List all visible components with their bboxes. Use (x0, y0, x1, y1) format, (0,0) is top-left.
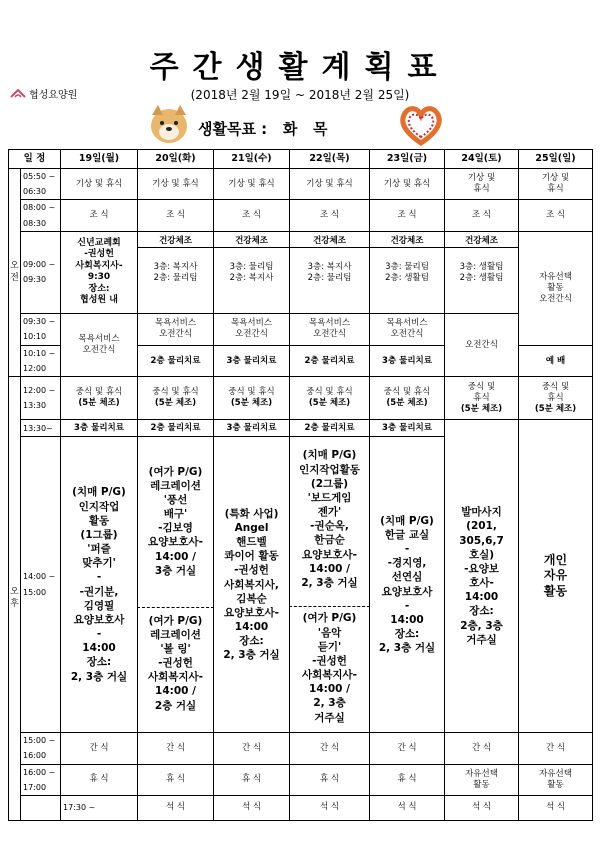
cell-fri-rest: 휴 식 (370, 764, 445, 795)
period-blank (21, 795, 61, 820)
col-header-tue: 20일(화) (138, 150, 214, 169)
thu-exercise5: (5분 체조) (308, 398, 351, 409)
cell-mon-breakfast: 조 식 (61, 200, 138, 231)
cell-fri-snack: 간 식 (370, 733, 445, 764)
sat-health-exercise: 건강체조 (465, 235, 498, 246)
cell-mon-physio: 3층 물리치료 (61, 420, 138, 437)
cell-tue-exercise (138, 231, 214, 313)
cell-fri-dinner: 석 식 (445, 795, 519, 820)
cell-sun-snack-pm: 간 식 (519, 733, 593, 764)
period-am: 오 전 (9, 169, 21, 377)
time-1500: 15:00 ~ 16:00 (21, 733, 61, 764)
cell-thu-breakfast: 조 식 (290, 200, 370, 231)
cell-fri-exercise (370, 231, 445, 313)
cell-thu-bath: 목욕서비스 오전간식 (290, 313, 370, 345)
cell-tue-lunch (138, 377, 214, 420)
cell-sun-wake: 기상 및 휴식 (519, 169, 593, 200)
fri-health-exercise: 건강체조 (390, 235, 424, 246)
cell-tue-breakfast: 조 식 (138, 200, 214, 231)
cell-fri-wake: 기상 및 휴식 (370, 169, 445, 200)
row-wake (9, 169, 593, 200)
col-header-thu: 22일(목) (290, 150, 370, 169)
thu-lunch-label: 중식 및 휴식 (306, 387, 353, 398)
row-lunch (9, 377, 593, 420)
cell-sat-exercise (445, 231, 519, 313)
cell-sat-dinner: 석 식 (519, 795, 593, 820)
heart-wreath-icon (398, 103, 444, 147)
cell-mon-rest: 휴 식 (61, 764, 138, 795)
sat-exercise5: (5분 체조) (460, 403, 503, 414)
cell-wed-program: (특화 사업) Angel 핸드벨 콰이어 활동 -권성헌 사회복지사, 김복순 요양보호사- 14:00 장소: 2, 3층 거실 (214, 437, 290, 733)
tue-health-exercise: 건강체조 (159, 235, 192, 246)
tue-program-bottom: (여가 P/G) 레크레이션 '볼 링' -권성헌 사회복지사- 14:00 / 2층 거실 (147, 614, 204, 712)
cell-mon-program: (치매 P/G) 인지작업 활동 (1그룹) '퍼즐 맞추기' - -권기분, 김영필 요양보호사 - 14:00 장소: 2, 3층 거실 (61, 437, 138, 733)
fri-floor-assign: 3층: 물리팀 2층: 생활팀 (385, 261, 429, 283)
sun-exercise5: (5분 체조) (534, 403, 577, 414)
cell-wed-pm-physio: 3층 물리치료 (214, 420, 290, 437)
row-rest (9, 764, 593, 795)
thu-program-bottom: (여가 P/G) '음악 듣기' -권성헌 사회복지사- 14:00 / 2, 3층 거주실 (301, 612, 358, 724)
cell-sat-lunch (445, 377, 519, 420)
wed-health-exercise: 건강체조 (235, 235, 268, 246)
tue-program-top: (여가 P/G) 레크레이션 '풍선 배구' -김보영 요양보호사- 14:00 / 3층 거실 (147, 465, 204, 577)
cell-wed-snack: 간 식 (214, 733, 290, 764)
life-goal (198, 118, 328, 139)
time-1600: 16:00 ~ 17:00 (21, 764, 61, 795)
row-pm-physio (9, 420, 593, 437)
wed-lunch-label: 중식 및 휴식 (228, 387, 275, 398)
cell-sun-worship: 예 배 (519, 345, 593, 376)
cell-thu-program (290, 437, 370, 733)
header-row (9, 150, 593, 169)
cell-tue-program (138, 437, 214, 733)
time-0550: 05:50 ~ 06:30 (21, 169, 61, 200)
sat-lunch-label: 중식 및 휴식 (467, 381, 496, 403)
wed-floor-assign: 3층: 물리팀 2층: 복지사 (229, 261, 274, 283)
col-header-sat: 24일(토) (445, 150, 519, 169)
col-header-wed: 21일(수) (214, 150, 290, 169)
thu-floor-assign: 3층: 복지사 2층: 물리팀 (307, 261, 352, 283)
cell-tue-bath: 목욕서비스 오전간식 (138, 313, 214, 345)
cell-thu-lunch (290, 377, 370, 420)
cell-thu-physio: 2층 물리치료 (290, 345, 370, 376)
weekly-schedule-table (8, 149, 593, 821)
page-title: 주간생활계획표 (149, 50, 451, 85)
cell-sun-breakfast: 조 식 (519, 200, 593, 231)
time-1200: 12:00 ~ 13:30 (21, 377, 61, 420)
col-header-sun: 25일(일) (519, 150, 593, 169)
col-header-mon: 19일(월) (61, 150, 138, 169)
fri-lunch-label: 중식 및 휴식 (383, 387, 431, 398)
col-header-schedule: 일 정 (9, 150, 61, 169)
cell-tue-rest: 휴 식 (138, 764, 214, 795)
cell-fri-physio: 3층 물리치료 (370, 345, 445, 376)
cell-tue-physio: 2층 물리치료 (138, 345, 214, 376)
cell-sun-free: 개인 자유 활동 (519, 420, 593, 733)
sat-floor-assign: 3층: 생활팀 2층: 생활팀 (459, 261, 504, 283)
cell-mon-dinner: 석 식 (138, 795, 214, 820)
wed-exercise5: (5분 체조) (230, 398, 273, 409)
cell-mon-wake: 기상 및 휴식 (61, 169, 138, 200)
dog-icon (146, 103, 192, 147)
cell-mon-snack: 간 식 (61, 733, 138, 764)
cell-fri-bath: 목욕서비스 오전간식 (370, 313, 445, 345)
cell-wed-lunch (214, 377, 290, 420)
cell-wed-exercise (214, 231, 290, 313)
sun-lunch-label: 중식 및 휴식 (541, 381, 570, 403)
row-dinner (9, 795, 593, 820)
time-1330: 13:30~ (21, 420, 61, 437)
cell-thu-rest: 휴 식 (290, 764, 370, 795)
cell-wed-rest: 휴 식 (214, 764, 290, 795)
time-0930: 09:30 ~ 10:10 (21, 313, 61, 345)
cell-sat-wake: 기상 및 휴식 (445, 169, 519, 200)
cell-sat-breakfast: 조 식 (445, 200, 519, 231)
cell-wed-breakfast: 조 식 (214, 200, 290, 231)
fri-exercise5: (5분 체조) (386, 398, 428, 409)
cell-thu-snack: 간 식 (290, 733, 370, 764)
date-range: (2018년 2월 19일 ~ 2018년 2월 25일) (190, 88, 410, 102)
row-bath (9, 313, 593, 345)
time-1400: 14:00 ~ 15:00 (21, 437, 61, 733)
cell-fri-pm-physio: 3층 물리치료 (370, 420, 445, 437)
row-morning-activity (9, 231, 593, 313)
time-0900: 09:00 ~ 09:30 (21, 231, 61, 313)
cell-sat-foot-massage: 발마사지 (201, 305,6,7 호실) -요양보 호사- 14:00 장소: 2층, 3층 거주실 (445, 420, 519, 733)
goal-label: 생활목표 : (198, 120, 268, 138)
mon-lunch-label: 중식 및 휴식 (75, 387, 123, 398)
cell-tue-snack: 간 식 (138, 733, 214, 764)
time-1010: 10:10 ~ 12:00 (21, 345, 61, 376)
cell-fri-breakfast: 조 식 (370, 200, 445, 231)
cell-sun-free-act: 자유선택 활동 (519, 764, 593, 795)
tue-exercise5: (5분 체조) (154, 398, 197, 409)
cell-wed-physio: 3층 물리치료 (214, 345, 290, 376)
cell-sat-snack-pm: 간 식 (445, 733, 519, 764)
mon-exercise5: (5분 체조) (78, 398, 120, 409)
thu-health-exercise: 건강체조 (313, 235, 346, 246)
row-breakfast (9, 200, 593, 231)
tue-floor-assign: 3층: 복지사 2층: 물리팀 (153, 261, 198, 283)
tue-lunch-label: 중식 및 휴식 (152, 387, 199, 398)
cell-thu-exercise (290, 231, 370, 313)
cell-mon-bath: 목욕서비스 오전간식 (61, 313, 138, 376)
cell-thu-pm-physio: 2층 물리치료 (290, 420, 370, 437)
time-0800: 08:00 ~ 08:30 (21, 200, 61, 231)
col-header-fri: 23일(금) (370, 150, 445, 169)
cell-sat-free-act: 자유선택 활동 (445, 764, 519, 795)
cell-tue-wake: 기상 및 휴식 (138, 169, 214, 200)
thu-program-top: (치매 P/G) 인지작업활동 (2그룹) '보드게임 젠가' -권순옥, 한금순 요양보호사- 14:00 / 2, 3층 거실 (299, 449, 360, 589)
cell-thu-wake: 기상 및 휴식 (290, 169, 370, 200)
cell-mon-lunch (61, 377, 138, 420)
cell-fri-lunch (370, 377, 445, 420)
cell-sun-lunch (519, 377, 593, 420)
org-name: 협성요양원 (29, 90, 78, 101)
cell-sun-morning: 자유선택 활동 오전간식 (519, 231, 593, 345)
cell-wed-dinner: 석 식 (290, 795, 370, 820)
goal-value: 화 목 (282, 120, 328, 138)
cell-mon-new-year: 신년교례회 -권성헌 사회복지사- 9:30 장소: 협성원 내 (61, 231, 138, 313)
cell-fri-program: (치매 P/G) 한글 교실 - -경지영, 선연심 요양보호사 - 14:00 장소: 2, 3층 거실 (370, 437, 445, 733)
cell-wed-wake: 기상 및 휴식 (214, 169, 290, 200)
period-pm: 오 후 (9, 377, 21, 821)
cell-wed-bath: 목욕서비스 오전간식 (214, 313, 290, 345)
cell-sat-snack: 오전간식 (445, 313, 519, 376)
cell-thu-dinner: 석 식 (370, 795, 445, 820)
row-snack (9, 733, 593, 764)
cell-tue-dinner: 석 식 (214, 795, 290, 820)
cell-tue-pm-physio: 2층 물리치료 (138, 420, 214, 437)
time-1730: 17:30 ~ (61, 795, 138, 820)
